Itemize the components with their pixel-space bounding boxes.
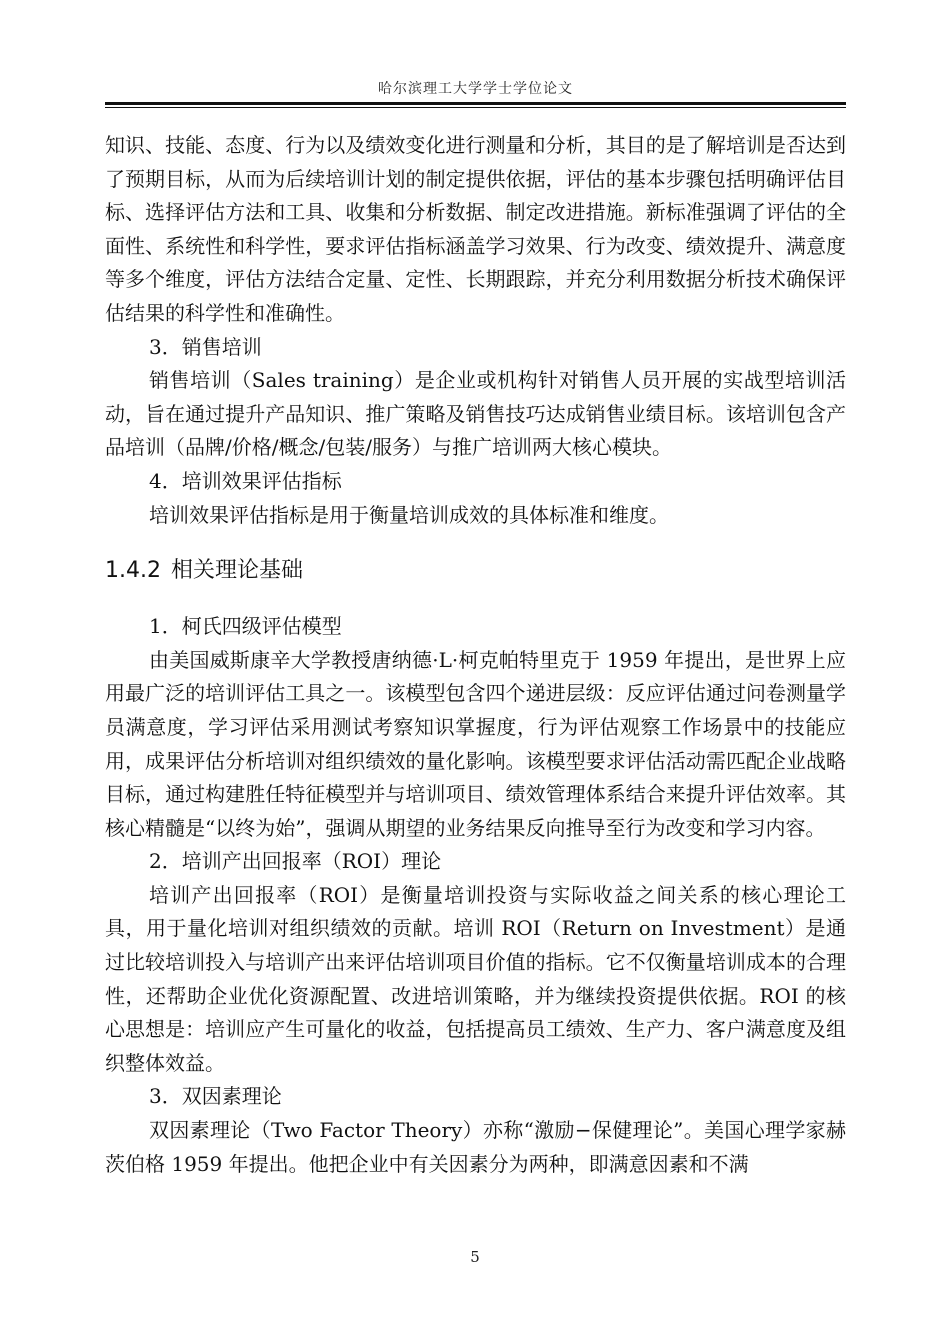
- paragraph-two-factor: 双因素理论（Two Factor Theory）亦称“激励−保健理论”。美国心理学家赫茨伯格 1959 年提出。他把企业中有关因素分为两种，即满意因素和不满: [105, 1118, 846, 1176]
- item-title-sales-training: 3．销售培训: [149, 334, 262, 359]
- theory-title-kirkpatrick: 1．柯氏四级评估模型: [149, 614, 342, 639]
- theory-title-two-factor: 3．双因素理论: [149, 1084, 282, 1109]
- paragraph-kirkpatrick: 由美国威斯康辛大学教授唐纳德·L·柯克帕特里克于 1959 年提出，是世界上应用最广泛的培训评估工具之一。该模型包含四个递进层级：反应评估通过问卷测量学员满意度，学习评估采用测试考察知识掌握度，行为评估观察工作场景中的技能应用，成果评估分析培训对组织绩效的量化影响。该模型要求评估活动需匹配企业战略目标，通过构建胜任特征模型并与培训项目、绩效管理体系结合来提升评估效率。其核心精髓是“以终为始”，强调从期望的业务结果反向推导至行为改变和学习内容。: [105, 647, 846, 840]
- page-body: [105, 129, 846, 1181]
- header-rule-thin: [105, 107, 846, 108]
- paragraph-evaluation-indicators: 培训效果评估指标是用于衡量培训成效的具体标准和维度。: [149, 502, 669, 527]
- theory-title-roi: 2．培训产出回报率（ROI）理论: [149, 849, 442, 874]
- paragraph-evaluation-continued: 知识、技能、态度、行为以及绩效变化进行测量和分析，其目的是了解培训是否达到了预期目标，从而为后续培训计划的制定提供依据，评估的基本步骤包括明确评估目标、选择评估方法和工具、收集和分析数据、制定改进措施。新标准强调了评估的全面性、系统性和科学性，要求评估指标涵盖学习效果、行为改变、绩效提升、满意度等多个维度，评估方法结合定量、定性、长期跟踪，并充分利用数据分析技术确保评估结果的科学性和准确性。: [105, 133, 846, 325]
- item-title-evaluation-indicators: 4．培训效果评估指标: [149, 468, 342, 493]
- section-number: 1.4.2: [105, 558, 161, 584]
- header-rule-thick: [105, 102, 846, 105]
- paragraph-sales-training: 销售培训（Sales training）是企业或机构针对销售人员开展的实战型培训活动，旨在通过提升产品知识、推广策略及销售技巧达成销售业绩目标。该培训包含产品培训（品牌/价格/概念/包装/服务）与推广培训两大核心模块。: [105, 368, 846, 460]
- paragraph-roi: 培训产出回报率（ROI）是衡量培训投资与实际收益之间关系的核心理论工具，用于量化培训对组织绩效的贡献。培训 ROI（Return on Investment）是通过比较培训投入与培训产出来评估培训项目价值的指标。它不仅衡量培训成本的合理性，还帮助企业优化资源配置、改进培训策略，并为继续投资提供依据。ROI 的核心思想是：培训应产生可量化的收益，包括提高员工绩效、生产力、客户满意度及组织整体效益。: [105, 882, 846, 1075]
- section-heading: [105, 532, 846, 610]
- page-number: 5: [470, 1248, 480, 1266]
- running-header: 哈尔滨理工大学学士学位论文: [378, 81, 573, 97]
- section-title: 相关理论基础: [170, 558, 303, 584]
